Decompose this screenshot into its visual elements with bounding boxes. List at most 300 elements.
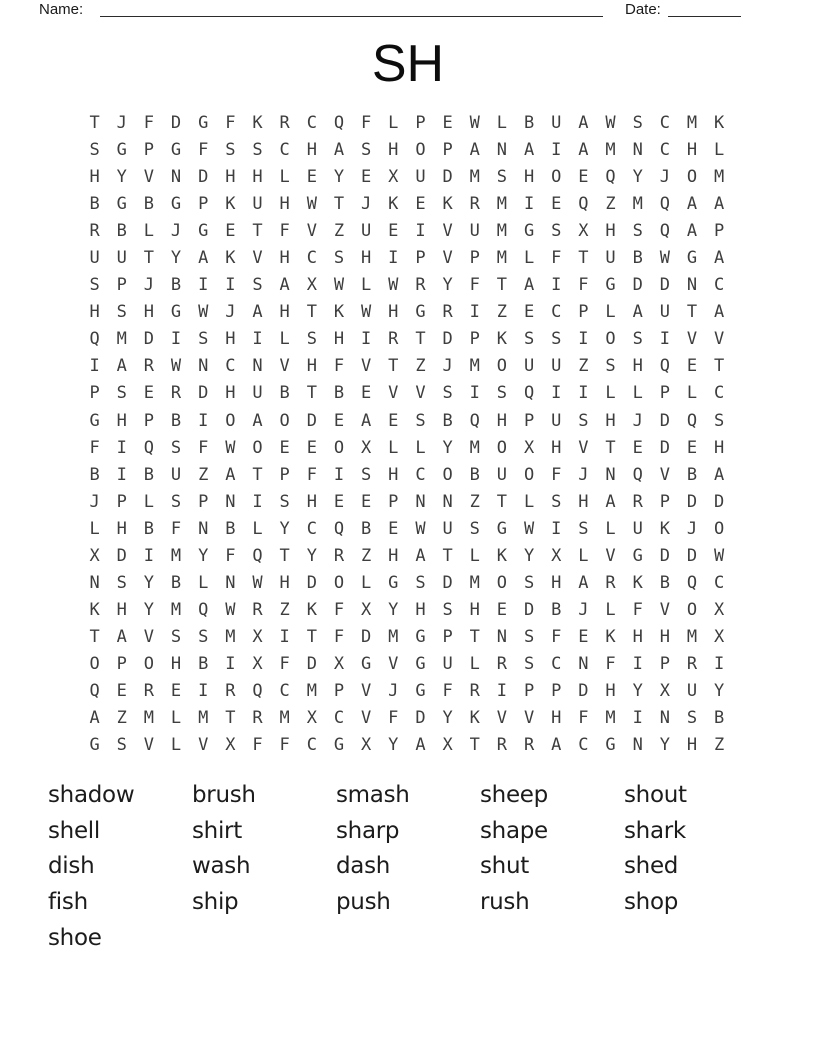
grid-letter: M — [225, 626, 236, 647]
grid-letter: M — [686, 626, 698, 647]
grid-letter: C — [306, 518, 317, 539]
grid-letter: L — [415, 437, 426, 458]
grid-letter: Y — [388, 735, 399, 756]
grid-letter: I — [578, 383, 589, 404]
grid-letter: S — [116, 302, 127, 323]
grid-letter: P — [198, 194, 209, 215]
grid-letter: Q — [89, 680, 100, 701]
word-item: smash — [336, 782, 410, 808]
grid-letter: U — [442, 518, 453, 539]
grid-letter: F — [279, 653, 290, 674]
grid-letter: P — [143, 140, 155, 161]
grid-letter: H — [551, 572, 562, 593]
grid-letter: E — [388, 410, 399, 431]
grid-letter: B — [170, 275, 182, 296]
grid-letter: D — [659, 545, 670, 566]
grid-letter: B — [170, 410, 182, 431]
word-list-column — [192, 778, 336, 957]
grid-letter: O — [333, 572, 345, 593]
grid-letter: X — [306, 708, 317, 729]
grid-letter: U — [659, 302, 670, 323]
grid-letter: E — [388, 518, 399, 539]
grid-letter: U — [523, 356, 535, 377]
grid-letter: P — [659, 383, 670, 404]
grid-letter: K — [388, 194, 399, 215]
grid-letter: V — [143, 167, 155, 188]
grid-letter: L — [143, 491, 155, 512]
grid-letter: V — [442, 221, 453, 242]
grid-letter: F — [89, 437, 100, 458]
grid-letter: B — [170, 572, 182, 593]
grid-letter: L — [523, 248, 535, 269]
grid-letter: Y — [198, 545, 209, 566]
grid-letter: D — [523, 599, 535, 620]
grid-letter: A — [198, 248, 209, 269]
grid-letter: P — [469, 248, 480, 269]
grid-letter: V — [415, 383, 426, 404]
grid-letter: U — [252, 194, 263, 215]
grid-letter: H — [143, 302, 155, 323]
grid-letter: F — [170, 518, 182, 539]
grid-letter: V — [659, 464, 670, 485]
grid-letter: G — [170, 302, 182, 323]
grid-letter: P — [442, 140, 453, 161]
grid-letter: Y — [279, 518, 290, 539]
grid-letter: U — [686, 680, 698, 701]
grid-letter: R — [170, 383, 182, 404]
grid-letter: V — [306, 221, 317, 242]
grid-letter: N — [225, 491, 236, 512]
word-item: push — [336, 889, 391, 916]
grid-letter: X — [252, 626, 263, 647]
grid-letter: S — [523, 653, 535, 674]
grid-letter: R — [415, 275, 426, 296]
grid-letter: Q — [659, 356, 670, 377]
grid-letter: T — [388, 356, 399, 377]
grid-letter: O — [225, 410, 236, 431]
grid-letter: W — [605, 113, 616, 133]
grid-letter: K — [252, 113, 263, 133]
grid-letter: T — [714, 356, 725, 377]
grid-letter: N — [605, 464, 616, 485]
grid-letter: N — [578, 653, 589, 674]
grid-letter: C — [279, 680, 290, 701]
grid-letter: S — [714, 410, 725, 431]
grid-letter: L — [388, 113, 399, 133]
grid-letter: K — [632, 572, 643, 593]
grid-letter: B — [659, 572, 670, 593]
grid-letter: A — [361, 410, 372, 431]
grid-letter: Q — [469, 410, 480, 431]
grid-letter: S — [605, 356, 616, 377]
grid-letter: V — [143, 626, 155, 647]
grid-letter: U — [252, 383, 263, 404]
grid-letter: Y — [632, 167, 643, 188]
grid-letter: J — [170, 221, 182, 242]
grid-letter: F — [225, 545, 236, 566]
grid-letter: R — [523, 735, 535, 756]
grid-letter: R — [252, 708, 263, 729]
grid-letter: M — [388, 626, 399, 647]
grid-letter: E — [686, 437, 698, 458]
grid-letter: U — [551, 113, 562, 133]
grid-letter: L — [605, 302, 616, 323]
grid-letter: I — [361, 329, 372, 350]
grid-letter: R — [279, 113, 290, 133]
grid-letter: H — [279, 194, 290, 215]
grid-letter: N — [198, 356, 209, 377]
grid-letter: S — [523, 626, 535, 647]
grid-letter: O — [89, 653, 100, 674]
grid-letter: Q — [89, 329, 100, 350]
grid-letter: X — [714, 599, 725, 620]
grid-letter: V — [496, 708, 508, 729]
grid-letter: I — [469, 383, 480, 404]
grid-letter: G — [170, 140, 182, 161]
grid-letter: A — [714, 302, 725, 323]
word-item: ship — [192, 889, 239, 916]
grid-letter: I — [225, 275, 236, 296]
grid-letter: H — [523, 167, 535, 188]
grid-letter: N — [496, 626, 508, 647]
grid-letter: F — [333, 599, 345, 620]
grid-letter: Y — [143, 599, 155, 620]
grid-letter: M — [143, 708, 155, 729]
grid-letter: H — [306, 491, 317, 512]
grid-letter: S — [415, 410, 426, 431]
grid-letter: W — [170, 356, 182, 377]
word-item: dash — [336, 853, 391, 880]
grid-letter: E — [361, 383, 372, 404]
grid-letter: D — [714, 491, 725, 512]
grid-letter: F — [551, 248, 562, 269]
grid-letter: Q — [198, 599, 209, 620]
grid-letter: S — [252, 275, 263, 296]
grid-letter: I — [578, 329, 589, 350]
grid-letter: O — [551, 167, 562, 188]
word-item: fish — [48, 889, 88, 916]
grid-letter: P — [279, 464, 290, 485]
grid-letter: O — [333, 437, 345, 458]
grid-letter: L — [143, 221, 155, 242]
grid-letter: P — [578, 302, 589, 323]
word-item: shadow — [48, 782, 135, 808]
grid-letter: F — [333, 626, 345, 647]
grid-letter: S — [170, 437, 182, 458]
grid-letter: O — [686, 599, 698, 620]
grid-letter: I — [632, 708, 643, 729]
grid-letter: A — [469, 140, 480, 161]
grid-letter: S — [632, 113, 643, 133]
grid-letter: C — [714, 572, 725, 593]
grid-letter: L — [279, 167, 290, 188]
grid-letter: S — [225, 140, 236, 161]
grid-letter: G — [333, 735, 345, 756]
grid-letter: O — [714, 518, 725, 539]
grid-letter: V — [659, 599, 670, 620]
grid-letter: X — [361, 735, 372, 756]
grid-letter: J — [578, 464, 589, 485]
grid-letter: H — [279, 302, 290, 323]
grid-letter: A — [632, 302, 643, 323]
grid-letter: T — [686, 302, 698, 323]
grid-letter: V — [605, 545, 616, 566]
grid-letter: E — [523, 302, 535, 323]
grid-letter: W — [361, 302, 372, 323]
grid-letter: S — [632, 221, 643, 242]
grid-letter: H — [415, 599, 426, 620]
grid-letter: E — [333, 491, 345, 512]
grid-letter: T — [225, 708, 236, 729]
grid-letter: J — [143, 275, 155, 296]
grid-letter: J — [89, 491, 100, 512]
grid-letter: Z — [469, 491, 480, 512]
grid-letter: P — [659, 491, 670, 512]
word-item: sharp — [336, 817, 400, 844]
grid-letter: X — [388, 167, 399, 188]
grid-letter: N — [442, 491, 453, 512]
grid-letter: H — [170, 653, 182, 674]
grid-letter: B — [469, 464, 480, 485]
grid-letter: D — [442, 167, 453, 188]
grid-letter: H — [496, 410, 508, 431]
grid-letter: X — [225, 735, 236, 756]
grid-letter: G — [415, 653, 426, 674]
grid-letter: D — [659, 437, 670, 458]
grid-letter: H — [116, 599, 127, 620]
worksheet-header — [0, 0, 816, 24]
grid-letter: A — [252, 302, 263, 323]
grid-letter: E — [306, 437, 317, 458]
grid-letter: L — [252, 518, 263, 539]
grid-letter: C — [306, 735, 317, 756]
grid-letter: L — [714, 140, 725, 161]
grid-letter: Y — [442, 275, 453, 296]
grid-letter: H — [578, 491, 589, 512]
grid-letter: F — [551, 464, 562, 485]
grid-letter: I — [551, 275, 562, 296]
grid-letter: N — [89, 572, 100, 593]
grid-letter: E — [551, 194, 562, 215]
grid-letter: D — [198, 167, 209, 188]
grid-letter: H — [89, 302, 100, 323]
grid-letter: L — [388, 437, 399, 458]
grid-letter: I — [143, 545, 155, 566]
puzzle-title: SH — [371, 35, 445, 93]
grid-letter: A — [333, 140, 345, 161]
grid-letter: Z — [198, 464, 209, 485]
grid-letter: G — [496, 518, 508, 539]
grid-letter: S — [496, 167, 508, 188]
grid-letter: P — [523, 680, 535, 701]
grid-letter: E — [225, 221, 236, 242]
grid-letter: E — [361, 491, 372, 512]
grid-letter: D — [578, 680, 589, 701]
grid-letter: D — [116, 545, 127, 566]
grid-letter: C — [333, 708, 345, 729]
grid-letter: N — [170, 167, 182, 188]
grid-letter: X — [333, 653, 345, 674]
grid-letter: F — [632, 599, 643, 620]
grid-letter: H — [686, 735, 698, 756]
grid-letter: T — [333, 194, 345, 215]
grid-letter: N — [686, 275, 698, 296]
grid-letter: N — [225, 572, 236, 593]
grid-letter: P — [551, 680, 562, 701]
grid-letter: Q — [333, 113, 345, 133]
grid-letter: D — [306, 653, 317, 674]
grid-letter: P — [523, 410, 535, 431]
grid-letter: B — [89, 464, 100, 485]
grid-letter: S — [333, 248, 345, 269]
grid-letter: F — [306, 464, 317, 485]
grid-letter: D — [306, 572, 317, 593]
grid-letter: D — [632, 275, 643, 296]
grid-letter: H — [279, 248, 290, 269]
grid-letter: Q — [523, 383, 535, 404]
grid-letter: I — [388, 248, 399, 269]
grid-letter: J — [686, 518, 698, 539]
grid-letter: E — [170, 680, 182, 701]
grid-letter: D — [198, 383, 209, 404]
grid-letter: A — [252, 410, 263, 431]
grid-letter: X — [89, 545, 100, 566]
grid-letter: L — [361, 572, 372, 593]
grid-letter: V — [252, 248, 263, 269]
grid-letter: H — [714, 437, 725, 458]
grid-letter: H — [225, 383, 236, 404]
grid-letter: Q — [252, 545, 263, 566]
grid-letter: W — [333, 275, 345, 296]
grid-letter: Q — [143, 437, 155, 458]
grid-letter: Y — [333, 167, 345, 188]
grid-letter: L — [605, 383, 616, 404]
grid-letter: Y — [388, 599, 399, 620]
grid-letter: L — [686, 383, 698, 404]
grid-letter: H — [225, 167, 236, 188]
grid-letter: Y — [442, 708, 453, 729]
grid-letter: E — [442, 113, 453, 133]
grid-letter: K — [442, 194, 453, 215]
grid-letter: P — [415, 113, 426, 133]
grid-letter: F — [361, 113, 372, 133]
grid-letter: T — [89, 626, 100, 647]
grid-letter: V — [388, 653, 399, 674]
grid-letter: T — [442, 545, 453, 566]
grid-letter: P — [415, 248, 426, 269]
grid-letter: W — [388, 275, 399, 296]
grid-letter: B — [333, 383, 345, 404]
grid-letter: W — [306, 194, 317, 215]
grid-letter: S — [361, 140, 372, 161]
grid-letter: Q — [605, 167, 616, 188]
grid-letter: B — [89, 194, 100, 215]
word-list-column — [624, 778, 768, 957]
grid-letter: V — [442, 248, 453, 269]
grid-letter: T — [415, 329, 426, 350]
grid-letter: R — [605, 572, 616, 593]
grid-letter: B — [442, 410, 453, 431]
grid-letter: A — [578, 572, 589, 593]
grid-letter: O — [279, 410, 290, 431]
grid-letter: P — [116, 491, 127, 512]
grid-letter: S — [551, 491, 562, 512]
grid-letter: M — [469, 437, 480, 458]
grid-letter: B — [143, 464, 155, 485]
grid-letter: G — [605, 275, 616, 296]
grid-letter: J — [361, 194, 372, 215]
grid-letter: Y — [116, 167, 127, 188]
grid-letter: L — [469, 545, 480, 566]
grid-letter: G — [415, 680, 426, 701]
grid-letter: V — [198, 735, 209, 756]
grid-letter: R — [225, 680, 236, 701]
grid-letter: M — [496, 221, 508, 242]
grid-letter: R — [143, 356, 155, 377]
grid-letter: H — [89, 167, 100, 188]
grid-letter: Q — [632, 464, 643, 485]
grid-letter: J — [632, 410, 643, 431]
grid-letter: K — [659, 518, 670, 539]
grid-letter: M — [116, 329, 127, 350]
grid-letter: Y — [442, 437, 453, 458]
grid-letter: H — [388, 302, 399, 323]
grid-letter: G — [116, 140, 127, 161]
name-fill-in-line — [100, 0, 603, 17]
grid-letter: K — [605, 626, 616, 647]
grid-letter: C — [415, 464, 426, 485]
grid-letter: Y — [632, 680, 643, 701]
grid-letter: K — [469, 708, 480, 729]
grid-letter: T — [306, 302, 317, 323]
grid-letter: D — [361, 626, 372, 647]
grid-letter: S — [442, 383, 453, 404]
grid-letter: L — [496, 113, 508, 133]
grid-letter: A — [578, 140, 589, 161]
word-item: dish — [48, 853, 95, 880]
grid-letter: M — [686, 113, 698, 133]
grid-letter: T — [252, 221, 263, 242]
grid-letter: H — [632, 356, 643, 377]
grid-letter: C — [306, 113, 317, 133]
grid-letter: Q — [686, 410, 698, 431]
grid-letter: M — [714, 167, 725, 188]
grid-letter: U — [89, 248, 100, 269]
grid-letter: V — [279, 356, 290, 377]
grid-letter: R — [686, 653, 698, 674]
grid-letter: O — [523, 464, 535, 485]
grid-letter: W — [225, 437, 236, 458]
grid-letter: F — [551, 626, 562, 647]
grid-letter: M — [279, 708, 290, 729]
grid-letter: O — [496, 437, 508, 458]
grid-letter: U — [605, 248, 616, 269]
grid-letter: Z — [415, 356, 426, 377]
grid-letter: E — [333, 410, 345, 431]
grid-letter: G — [605, 735, 616, 756]
grid-letter: W — [252, 572, 263, 593]
grid-letter: I — [252, 329, 263, 350]
grid-letter: F — [198, 437, 209, 458]
grid-letter: F — [198, 140, 209, 161]
grid-letter: B — [279, 383, 290, 404]
grid-letter: T — [306, 383, 317, 404]
grid-letter: P — [714, 221, 725, 242]
grid-letter: K — [89, 599, 100, 620]
grid-letter: B — [225, 518, 236, 539]
grid-letter: J — [659, 167, 670, 188]
grid-letter: H — [252, 167, 263, 188]
